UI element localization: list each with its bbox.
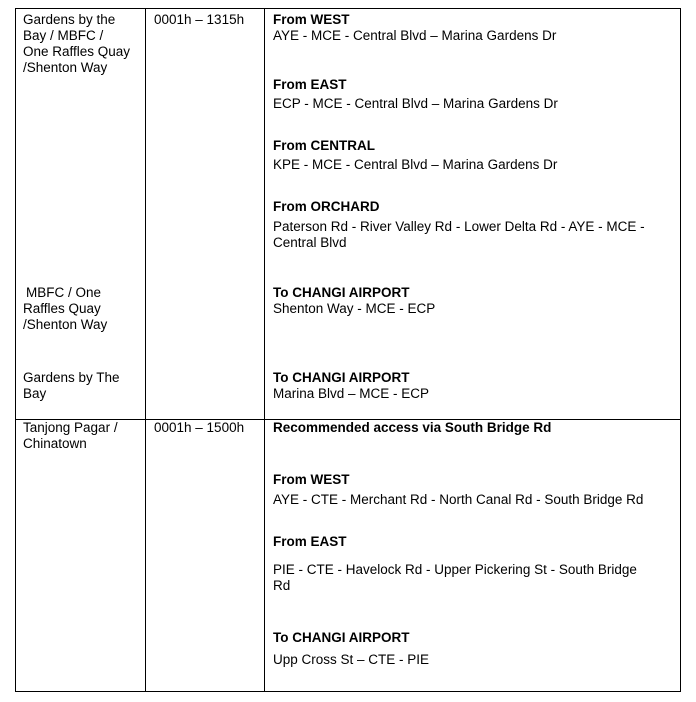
route-heading: To CHANGI AIRPORT [273, 285, 410, 300]
route-text: AYE - MCE - Central Blvd – Marina Gardens Dr [273, 28, 557, 43]
table-border-left [15, 8, 16, 692]
location-cell: Raffles Quay /Shenton Way [23, 301, 108, 332]
route-text: Upp Cross St – CTE - PIE [273, 652, 430, 667]
table-border-top [15, 8, 681, 9]
hours-cell: 0001h – 1315h [154, 12, 245, 27]
route-heading: To CHANGI AIRPORT [273, 630, 410, 645]
route-heading: From EAST [273, 77, 347, 92]
route-text: ECP - MCE - Central Blvd – Marina Gardens Dr [273, 96, 558, 111]
column-divider [264, 8, 265, 692]
route-text: Shenton Way - MCE - ECP [273, 301, 436, 316]
table-border-bottom [15, 691, 681, 692]
hours-cell: 0001h – 1500h [154, 420, 245, 435]
column-divider [145, 8, 146, 692]
location-cell: Gardens by the Bay / MBFC / One Raffles Quay /Shenton Way [23, 12, 131, 75]
route-text: PIE - CTE - Havelock Rd - Upper Pickering St - South Bridge Rd [273, 562, 637, 593]
route-table [15, 8, 681, 692]
location-cell: Tanjong Pagar / Chinatown [23, 420, 118, 451]
route-heading: From WEST [273, 472, 350, 487]
route-text: Marina Blvd – MCE - ECP [273, 386, 430, 401]
location-cell: Gardens by The Bay [23, 370, 120, 401]
location-cell: MBFC / One [26, 285, 102, 300]
route-heading: To CHANGI AIRPORT [273, 370, 410, 385]
route-heading: From CENTRAL [273, 138, 375, 153]
table-border-right [680, 8, 681, 692]
route-heading: From EAST [273, 534, 347, 549]
route-text: Paterson Rd - River Valley Rd - Lower Delta Rd - AYE - MCE - Central Blvd [273, 219, 645, 250]
route-text: KPE - MCE - Central Blvd – Marina Gardens Dr [273, 157, 558, 172]
route-note: Recommended access via South Bridge Rd [273, 420, 552, 435]
route-heading: From WEST [273, 12, 350, 27]
route-text: AYE - CTE - Merchant Rd - North Canal Rd - South Bridge Rd [273, 492, 644, 507]
route-heading: From ORCHARD [273, 199, 380, 214]
